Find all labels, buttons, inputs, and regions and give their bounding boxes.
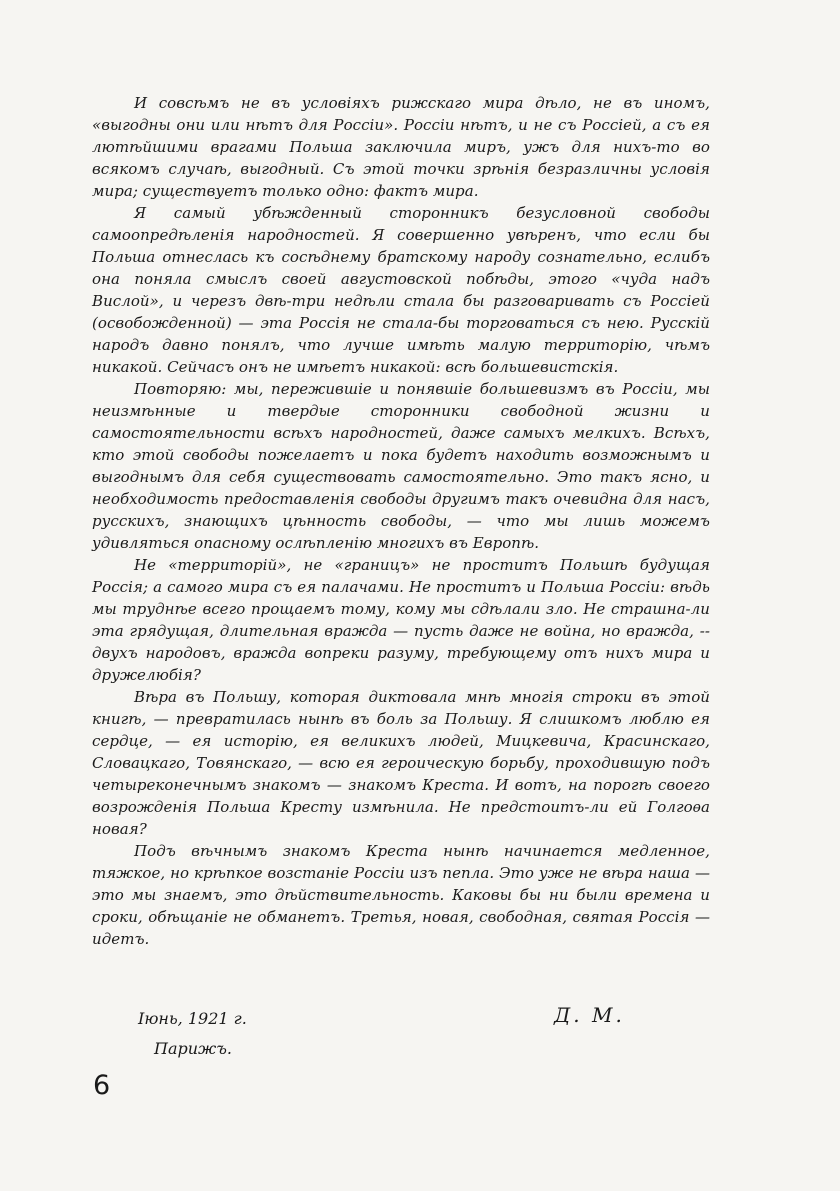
signoff (92, 1003, 710, 1069)
paragraph-3: Повторяю: мы, пережившіе и понявшіе большевизмъ въ Россіи, мы неизмѣнные и твердые сторонники свободной жизни и самостоятельности всѣхъ народностей, даже самыхъ мелкихъ. Всѣхъ, кто этой свободы пожелаетъ и пока будетъ находить возможнымъ и выгоднымъ для себя существовать самостоятельно. Это такъ ясно, и необходимость предоставленія свободы другимъ такъ очевидна для насъ, русскихъ, знающихъ цѣнность свободы, — что мы лишь можемъ удивляться опасному ослѣпленію многихъ въ Европѣ. (92, 380, 710, 552)
author-signature: Д. М. (554, 1003, 625, 1027)
body-text (92, 92, 710, 1058)
paragraph-5: Вѣра въ Польшу, которая диктовала мнѣ многія строки въ этой книгѣ, — превратилась нынѣ въ боль за Польшу. Я слишкомъ люблю ея сердце, — ея исторію, ея великихъ людей, Мицкевича, Красинскаго, Словацкаго, Товянскаго, — всю ея героическую борьбу, проходившую подъ четыреконечнымъ знакомъ — знакомъ Креста. И вотъ, на порогѣ своего возрожденія Польша Кресту измѣнила. Не предстоитъ-ли ей Голгоѳа новая? (92, 688, 710, 838)
place-line: Парижъ. (154, 1039, 232, 1058)
date-line: Іюнь, 1921 г. (138, 1009, 247, 1028)
paragraph-1: И совсѣмъ не въ условіяхъ рижскаго мира дѣло, не въ иномъ, «выгодны они или нѣтъ для Россіи». Россіи нѣтъ, и не съ Россіей, а съ ея лютѣйшими врагами Польша заключила миръ, ужъ для нихъ-то во всякомъ случаѣ, выгодный. Съ этой точки зрѣнія безразличны условія мира; существуетъ только одно: фактъ мира. (92, 94, 710, 200)
paragraph-6: Подъ вѣчнымъ знакомъ Креста нынѣ начинается медленное, тяжкое, но крѣпкое возстаніе Россіи изъ пепла. Это уже не вѣра наша — это мы знаемъ, это дѣйствительность. Каковы бы ни были времена и сроки, обѣщаніе не обманетъ. Третья, новая, свободная, святая Россія — идетъ. (92, 842, 710, 948)
page-number: 6 (93, 1070, 111, 1101)
paragraph-2: Я самый убѣжденный сторонникъ безусловной свободы самоопредѣленія народностей. Я совершенно увѣренъ, что если бы Польша отнеслась къ сосѣднему братскому народу сознательно, еслибъ она поняла смыслъ своей августовской побѣды, этого «чуда надъ Вислой», и черезъ двѣ-три недѣли стала бы разговаривать съ Россіей (освобожденной) — эта Россія не стала-бы торговаться съ нею. Русскій народъ давно понялъ, что лучше имѣть малую территорію, чѣмъ никакой. Сейчасъ онъ не имѣетъ никакой: всѣ большевистскія. (92, 204, 710, 376)
paragraph-4: Не «территорій», не «границъ» не проститъ Польшѣ будущая Россія; а самого мира съ ея палачами. Не проститъ и Польша Россіи: вѣдь мы труднѣе всего прощаемъ тому, кому мы сдѣлали зло. Не страшна-ли эта грядущая, длительная вражда — пусть даже не война, но вражда, -- двухъ народовъ, вражда вопреки разуму, требующему отъ нихъ мира и дружелюбія? (92, 556, 710, 684)
